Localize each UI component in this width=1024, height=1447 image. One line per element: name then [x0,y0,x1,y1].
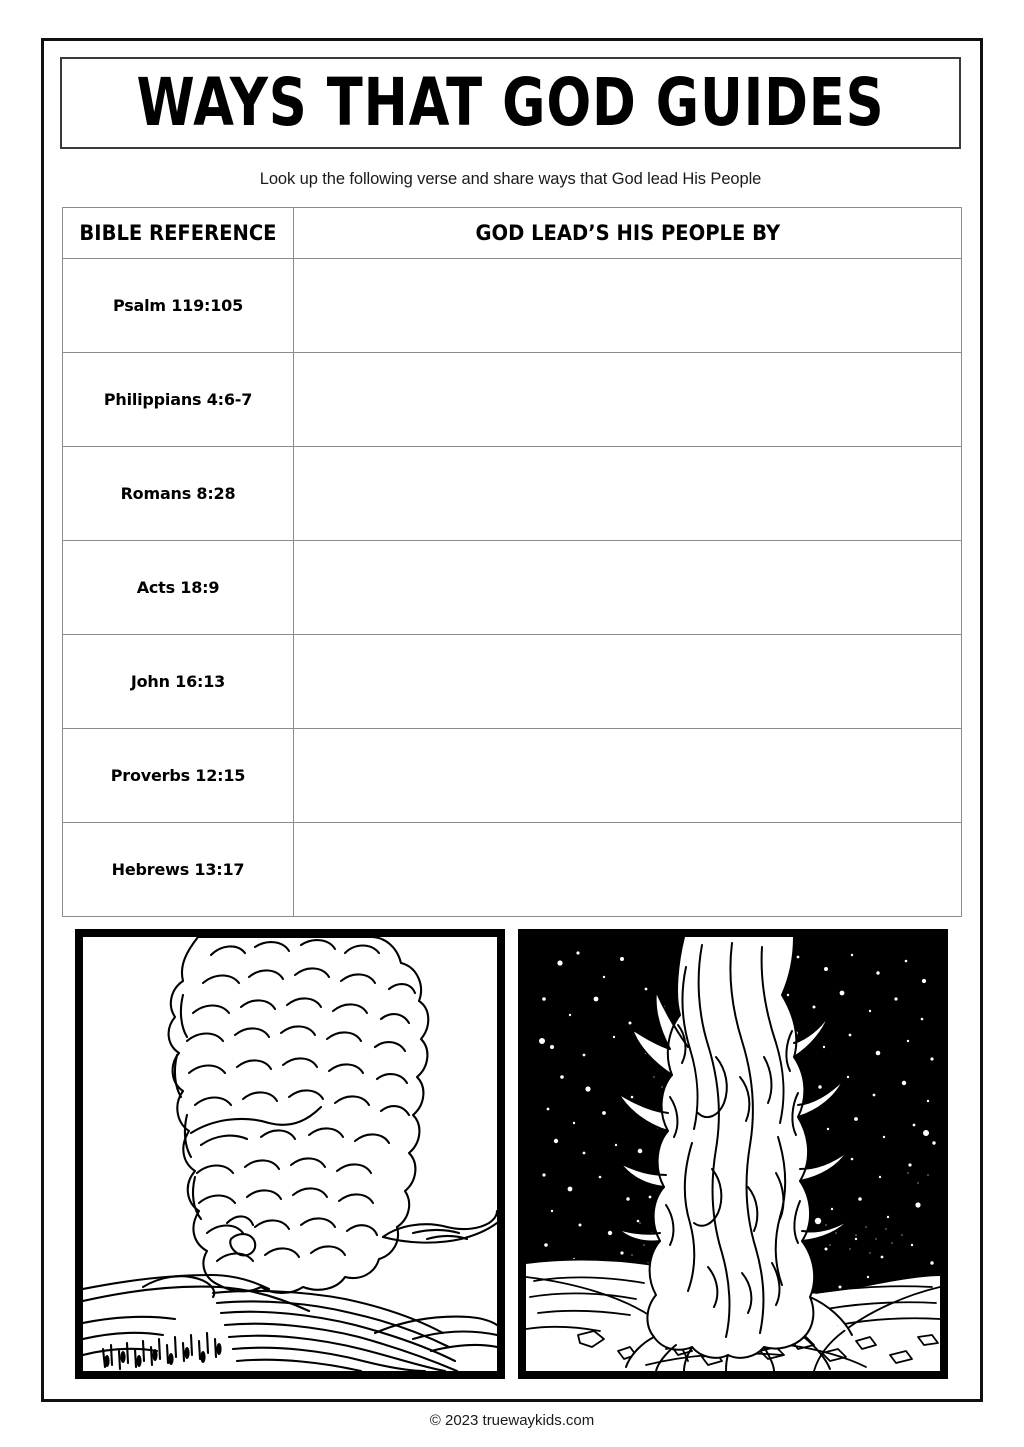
column-header-answer-label: GOD LEAD’S HIS PEOPLE BY [475,221,780,245]
answer-write-in-cell[interactable] [294,729,962,823]
pillar-of-cloud-panel [75,929,505,1379]
answer-write-in-cell[interactable] [294,823,962,917]
bible-reference-cell: Acts 18:9 [63,541,294,635]
table-header-row [63,208,962,259]
title-box [60,57,961,149]
column-header-bible-reference-label: BIBLE REFERENCE [79,221,277,245]
bible-reference-cell: John 16:13 [63,635,294,729]
answer-write-in-cell[interactable] [294,635,962,729]
bible-reference-cell: Philippians 4:6-7 [63,353,294,447]
answer-write-in-cell[interactable] [294,353,962,447]
column-header-bible-reference [63,208,294,259]
table-row [63,729,962,823]
pillar-of-fire-panel [518,929,948,1379]
bible-reference-cell: Romans 8:28 [63,447,294,541]
table-row [63,635,962,729]
table-row [63,541,962,635]
bible-reference-cell: Psalm 119:105 [63,259,294,353]
bible-reference-cell: Proverbs 12:15 [63,729,294,823]
answer-write-in-cell[interactable] [294,541,962,635]
table-row [63,259,962,353]
answer-write-in-cell[interactable] [294,259,962,353]
illustration-panels [75,929,948,1379]
table-row [63,447,962,541]
pillar-of-fire-icon [526,937,940,1371]
instructions-text: Look up the following verse and share ways that God lead His People [259,170,762,188]
column-header-answer [294,208,962,259]
table-row [63,353,962,447]
worksheet-table [62,207,962,917]
bible-reference-cell: Hebrews 13:17 [63,823,294,917]
table-row [63,823,962,917]
answer-write-in-cell[interactable] [294,447,962,541]
pillar-of-cloud-icon [83,937,497,1371]
page-title: WAYS THAT GOD GUIDES [136,64,885,141]
copyright-footer: © 2023 truewaykids.com [429,1412,595,1429]
